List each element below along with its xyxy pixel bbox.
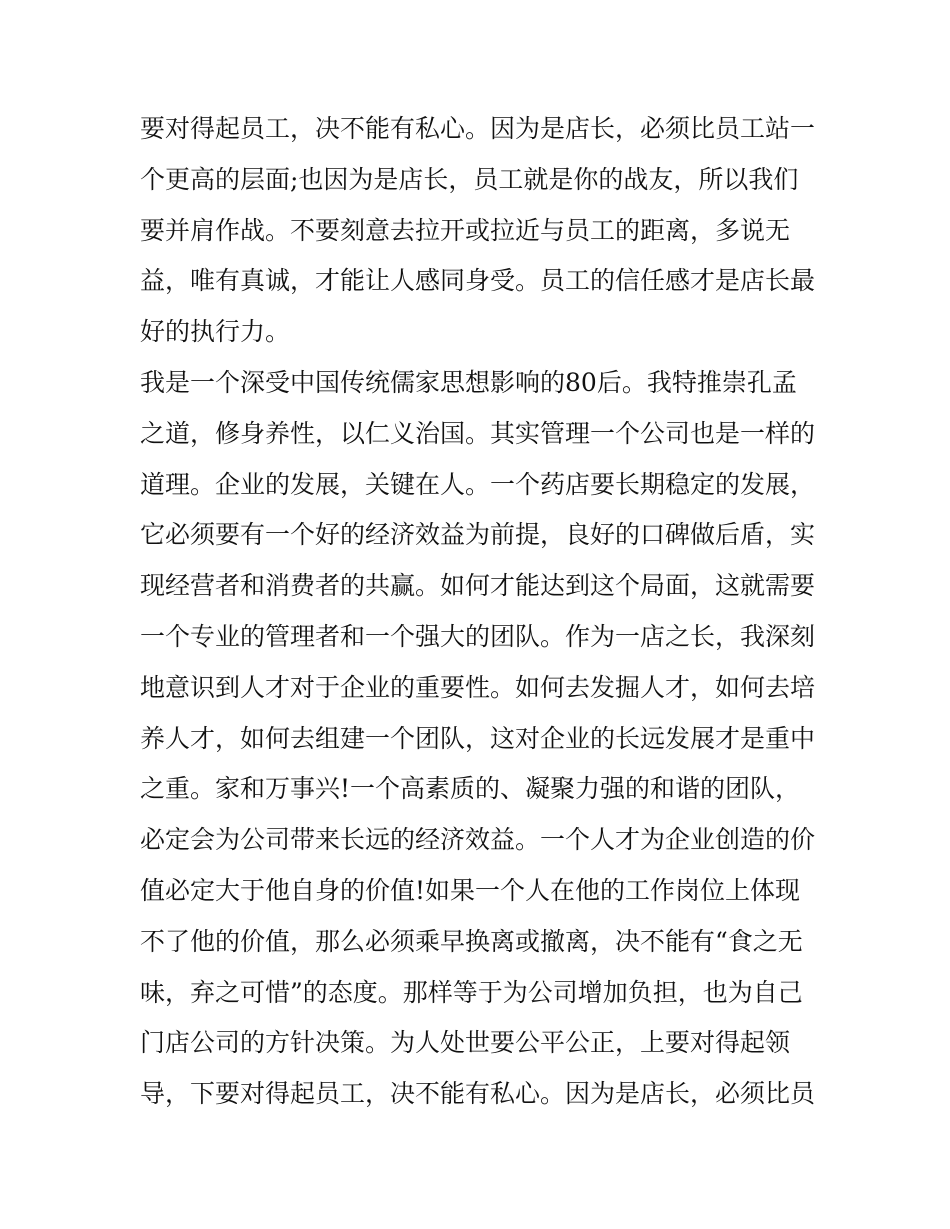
text-line-18: 味，弃之可惜”的态度。那样等于为公司增加负担，也为自己: [140, 977, 803, 1007]
text-line-14: 之重。家和万事兴!一个高素质的、凝聚力强的和谐的团队，: [140, 774, 801, 804]
text-line-5: 好的执行力。: [140, 317, 291, 347]
text-line-15: 必定会为公司带来长远的经济效益。一个人才为企业创造的价: [140, 825, 816, 855]
text-line-4: 益，唯有真诚，才能让人感同身受。员工的信任感才是店长最: [140, 266, 816, 296]
body-text: [140, 104, 820, 1120]
text-line-16: 值必定大于他自身的价值!如果一个人在他的工作岗位上体现: [140, 875, 801, 905]
text-line-20: 导，下要对得起员工，决不能有私心。因为是店长，必须比员: [140, 1079, 816, 1109]
text-line-11: 一个专业的管理者和一个强大的团队。作为一店之长，我深刻: [140, 621, 816, 651]
text-line-9: 它必须要有一个好的经济效益为前提，良好的口碑做后盾，实: [140, 520, 816, 550]
text-line-19: 门店公司的方针决策。为人处世要公平公正，上要对得起领: [140, 1028, 791, 1058]
text-line-10: 现经营者和消费者的共赢。如何才能达到这个局面，这就需要: [140, 571, 816, 601]
text-line-8: 道理。企业的发展，关键在人。一个药店要长期稳定的发展，: [140, 469, 816, 499]
text-line-6: 我是一个深受中国传统儒家思想影响的80后。我特推崇孔孟: [140, 367, 797, 397]
text-line-1: 要对得起员工，决不能有私心。因为是店长，必须比员工站一: [140, 114, 816, 143]
text-line-3: 要并肩作战。不要刻意去拉开或拉近与员工的距离，多说无: [140, 215, 791, 245]
text-line-2: 个更高的层面;也因为是店长，员工就是你的战友，所以我们: [140, 164, 799, 194]
text-line-17: 不了他的价值，那么必须乘早换离或撤离，决不能有“食之无: [140, 926, 803, 956]
text-line-7: 之道，修身养性，以仁义治国。其实管理一个公司也是一样的: [140, 418, 816, 448]
text-line-13: 养人才，如何去组建一个团队，这对企业的长远发展才是重中: [140, 723, 816, 753]
text-line-12: 地意识到人才对于企业的重要性。如何去发掘人才，如何去培: [140, 672, 816, 702]
